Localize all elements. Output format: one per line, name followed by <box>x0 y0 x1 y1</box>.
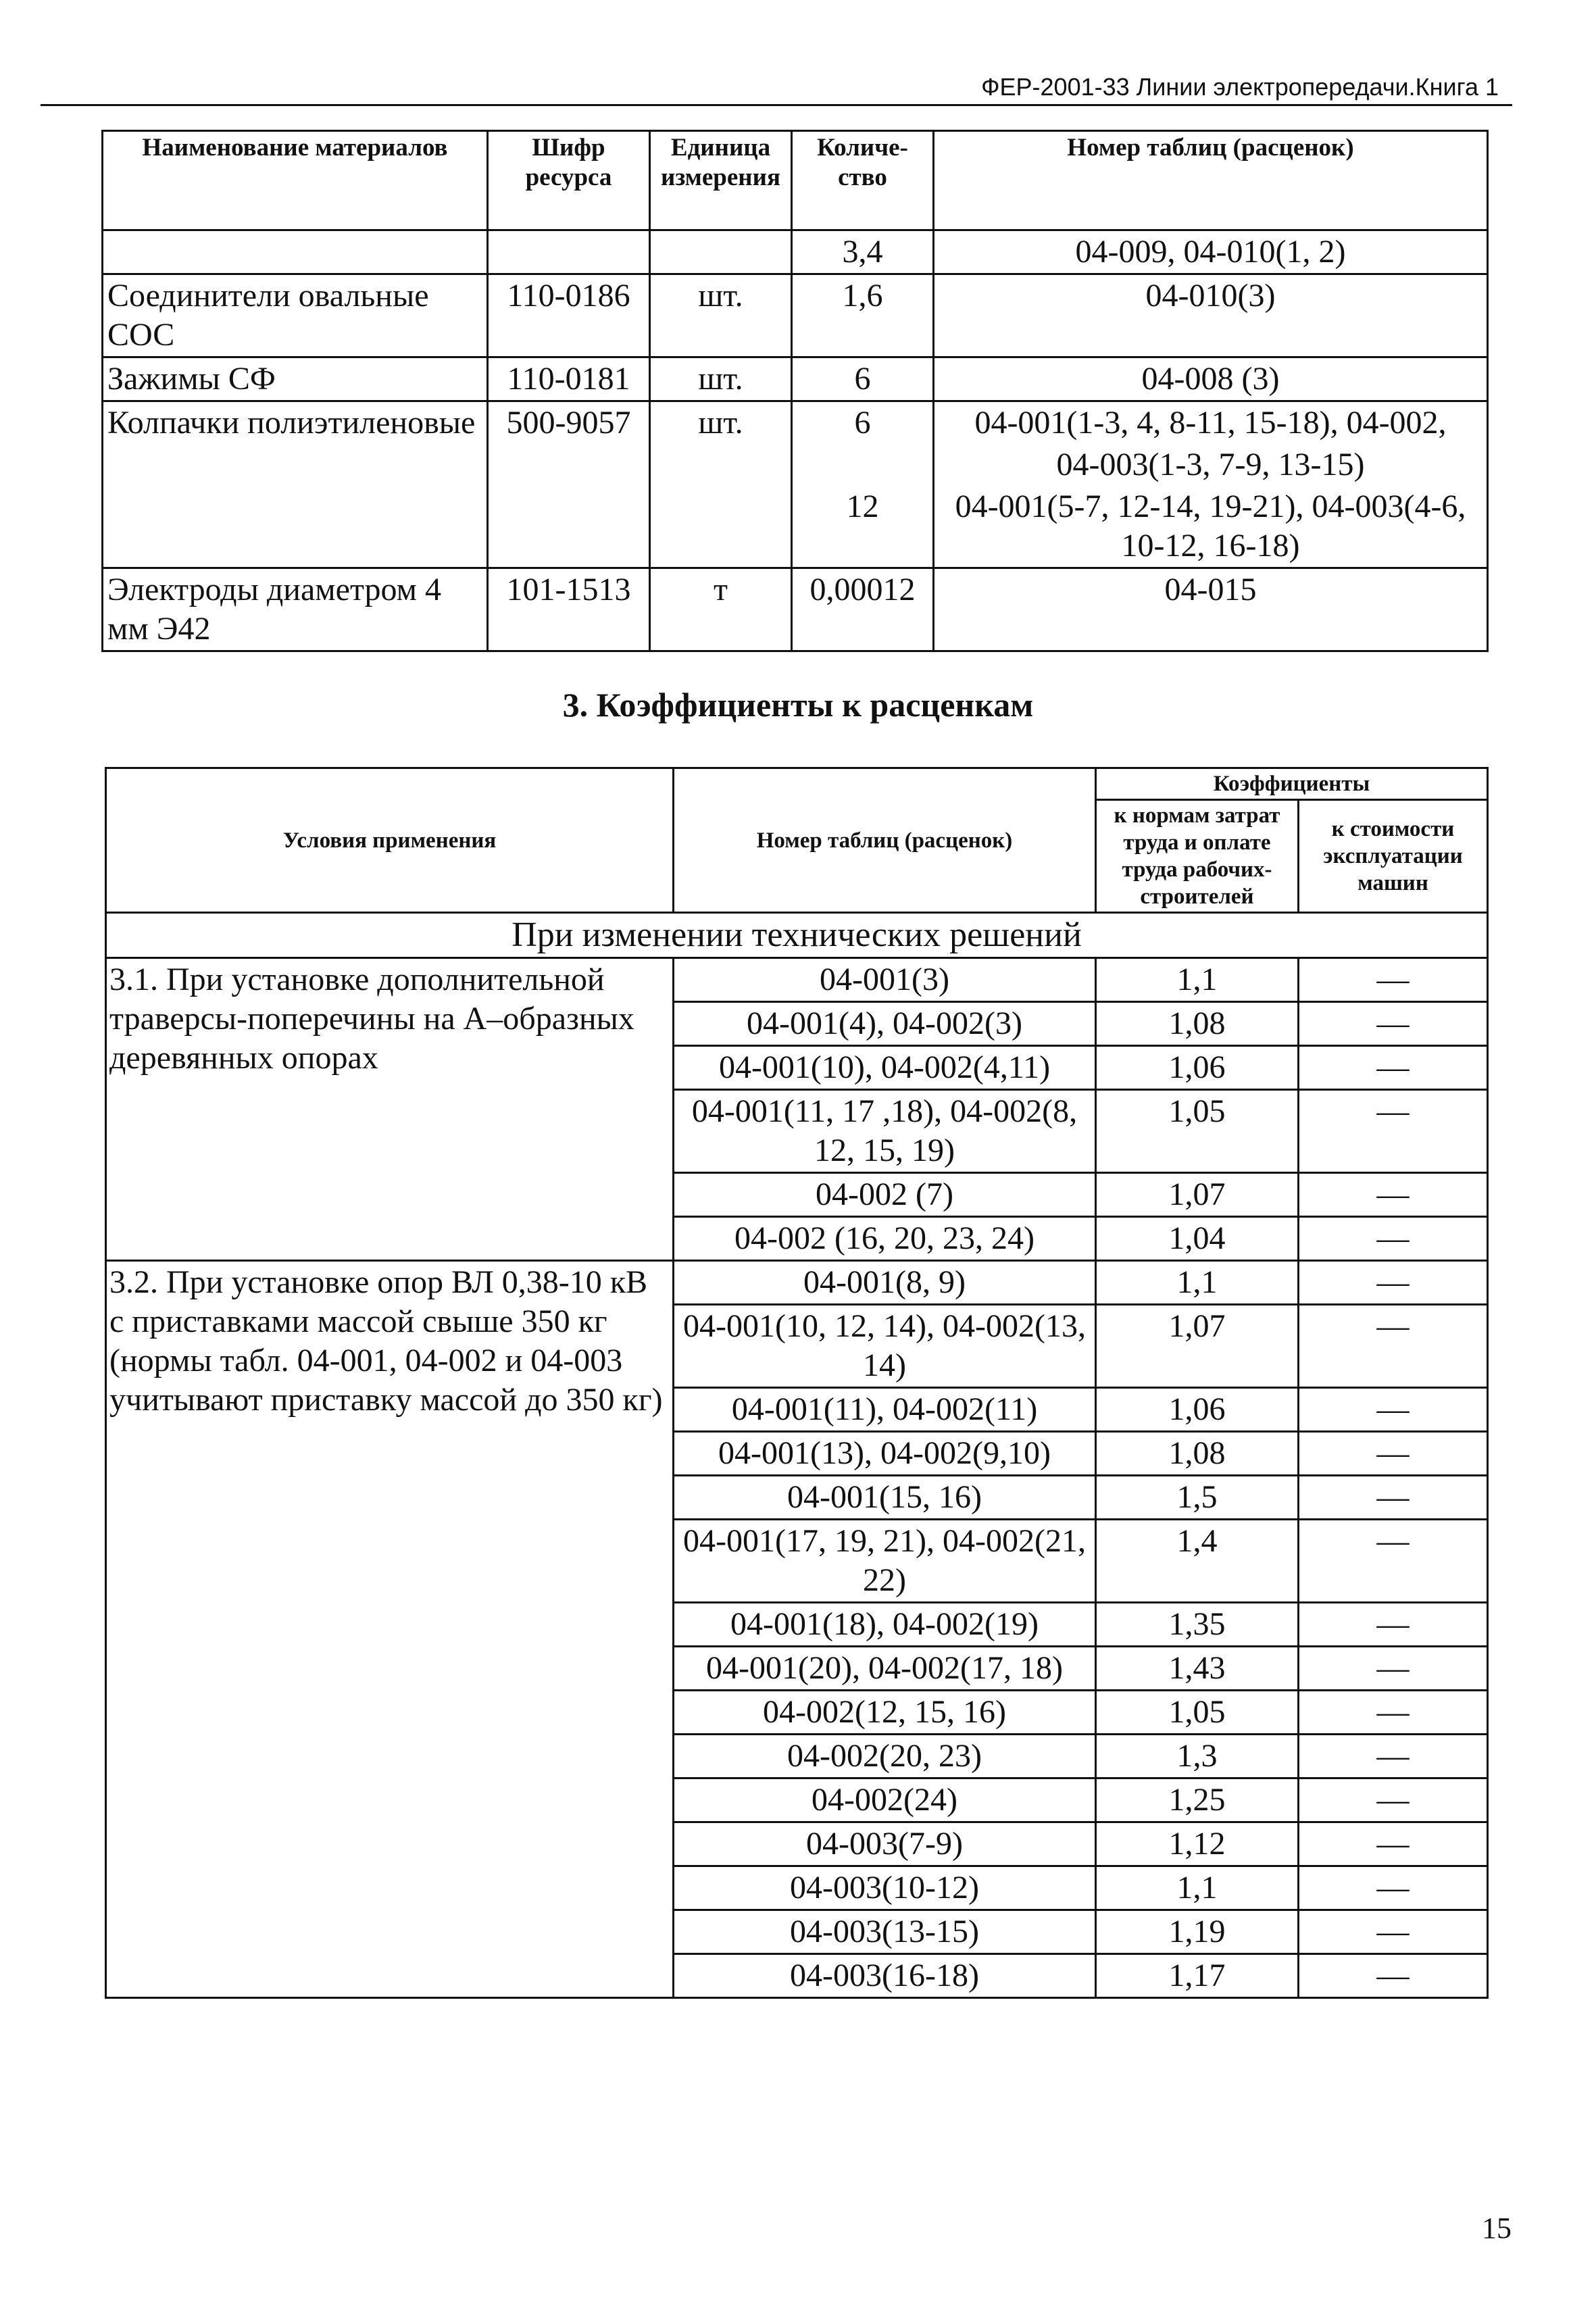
cell-code <box>488 230 650 274</box>
header-title: ФЕР-2001-33 Линии электропередачи.Книга 1 <box>981 73 1499 101</box>
page-header <box>41 70 1512 106</box>
cell-tables: 04-001(8, 9) <box>674 1261 1096 1305</box>
cell-labor: 1,1 <box>1096 958 1299 1002</box>
condition-cell: 3.2. При установке опор ВЛ 0,38-10 кВ с приставками массой свыше 350 кг (нормы табл. 04-001, 04-002 и 04-003 учитывают приставку массой до 350 кг) <box>106 1261 674 1998</box>
header-tables: Номер таблиц (расценок) <box>674 768 1096 913</box>
cell-labor: 1,17 <box>1096 1954 1299 1998</box>
cell-machines: — <box>1299 1691 1488 1735</box>
cell-labor: 1,08 <box>1096 1002 1299 1046</box>
cell-code: 500-9057 <box>488 401 650 568</box>
cell-tables: 04-001(3) <box>674 958 1096 1002</box>
cell-tables: 04-001(11), 04-002(11) <box>674 1388 1096 1432</box>
table-row <box>103 274 1488 357</box>
cell-machines: — <box>1299 1603 1488 1647</box>
cell-machines: — <box>1299 1822 1488 1866</box>
cell-qty: 12 <box>792 486 934 568</box>
cell-name: Электроды диаметром 4 мм Э42 <box>103 568 488 651</box>
cell-machines: — <box>1299 1778 1488 1822</box>
cell-tables: 04-009, 04-010(1, 2) <box>934 230 1488 274</box>
cell-code: 110-0181 <box>488 357 650 401</box>
cell-qty: 3,4 <box>792 230 934 274</box>
materials-header-row <box>103 131 1488 230</box>
cell-tables: 04-001(20), 04-002(17, 18) <box>674 1647 1096 1691</box>
cell-labor: 1,05 <box>1096 1090 1299 1173</box>
cell-name: Соединители овальные СОС <box>103 274 488 357</box>
cell-tables: 04-010(3) <box>934 274 1488 357</box>
cell-tables: 04-015 <box>934 568 1488 651</box>
cell-machines: — <box>1299 1910 1488 1954</box>
cell-machines: — <box>1299 1954 1488 1998</box>
cell-machines: — <box>1299 1002 1488 1046</box>
coefficients-table <box>105 767 1489 1999</box>
cell-tables: 04-001(10, 12, 14), 04-002(13, 14) <box>674 1305 1096 1388</box>
cell-machines: — <box>1299 1388 1488 1432</box>
group-title: При изменении технических решений <box>106 913 1488 958</box>
header-machines: к стоимости эксплуатации машин <box>1299 800 1488 913</box>
cell-machines: — <box>1299 1520 1488 1603</box>
table-row <box>106 1261 1488 1305</box>
cell-labor: 1,4 <box>1096 1520 1299 1603</box>
cell-labor: 1,07 <box>1096 1305 1299 1388</box>
cell-name: Зажимы СФ <box>103 357 488 401</box>
cell-name: Колпачки полиэтиленовые <box>103 401 488 568</box>
cell-tables: 04-002(20, 23) <box>674 1735 1096 1778</box>
cell-unit: шт. <box>650 357 792 401</box>
group-row <box>106 913 1488 958</box>
cell-qty: 1,6 <box>792 274 934 357</box>
cell-tables: 04-001(1-3, 4, 8-11, 15-18), 04-002, <box>934 401 1488 445</box>
cell-labor: 1,12 <box>1096 1822 1299 1866</box>
cell-qty <box>792 444 934 486</box>
cell-machines: — <box>1299 1217 1488 1261</box>
cell-tables: 04-001(10), 04-002(4,11) <box>674 1046 1096 1090</box>
cell-tables: 04-002(24) <box>674 1778 1096 1822</box>
page-number: 15 <box>1482 2212 1512 2245</box>
cell-tables: 04-001(11, 17 ,18), 04-002(8, 12, 15, 19) <box>674 1090 1096 1173</box>
cell-machines: — <box>1299 1261 1488 1305</box>
cell-labor: 1,08 <box>1096 1432 1299 1476</box>
cell-labor: 1,35 <box>1096 1603 1299 1647</box>
cell-tables: 04-003(7-9) <box>674 1822 1096 1866</box>
cell-machines: — <box>1299 1432 1488 1476</box>
cell-qty: 0,00012 <box>792 568 934 651</box>
cell-tables: 04-003(1-3, 7-9, 13-15) <box>934 444 1488 486</box>
table-row <box>103 230 1488 274</box>
cell-machines: — <box>1299 958 1488 1002</box>
cell-machines: — <box>1299 1305 1488 1388</box>
cell-unit <box>650 230 792 274</box>
cell-machines: — <box>1299 1173 1488 1217</box>
header-tables: Номер таблиц (расценок) <box>934 131 1488 230</box>
header-code: Шифр ресурса <box>488 131 650 230</box>
header-condition: Условия применения <box>106 768 674 913</box>
cell-qty: 6 <box>792 401 934 445</box>
cell-tables: 04-001(13), 04-002(9,10) <box>674 1432 1096 1476</box>
cell-labor: 1,19 <box>1096 1910 1299 1954</box>
cell-labor: 1,5 <box>1096 1476 1299 1520</box>
table-row <box>106 958 1488 1002</box>
cell-unit: шт. <box>650 274 792 357</box>
section-title: 3. Коэффициенты к расценкам <box>562 686 1034 724</box>
header-labor: к нормам затрат труда и оплате труда рабочих-строителей <box>1096 800 1299 913</box>
table-row <box>103 357 1488 401</box>
condition-cell: 3.1. При установке дополнительной траверсы-поперечины на А–образных деревянных опорах <box>106 958 674 1261</box>
cell-tables: 04-002(12, 15, 16) <box>674 1691 1096 1735</box>
cell-tables: 04-002 (16, 20, 23, 24) <box>674 1217 1096 1261</box>
cell-labor: 1,06 <box>1096 1388 1299 1432</box>
table-row <box>103 568 1488 651</box>
header-unit: Единица измерения <box>650 131 792 230</box>
cell-labor: 1,3 <box>1096 1735 1299 1778</box>
cell-tables: 04-008 (3) <box>934 357 1488 401</box>
table-row <box>103 401 1488 445</box>
cell-labor: 1,1 <box>1096 1261 1299 1305</box>
cell-tables: 04-001(15, 16) <box>674 1476 1096 1520</box>
cell-machines: — <box>1299 1866 1488 1910</box>
cell-tables: 04-001(18), 04-002(19) <box>674 1603 1096 1647</box>
cell-machines: — <box>1299 1090 1488 1173</box>
cell-tables: 04-003(10-12) <box>674 1866 1096 1910</box>
cell-labor: 1,05 <box>1096 1691 1299 1735</box>
materials-table <box>101 130 1489 652</box>
cell-tables: 04-001(4), 04-002(3) <box>674 1002 1096 1046</box>
cell-machines: — <box>1299 1046 1488 1090</box>
cell-machines: — <box>1299 1647 1488 1691</box>
cell-qty: 6 <box>792 357 934 401</box>
cell-labor: 1,25 <box>1096 1778 1299 1822</box>
cell-labor: 1,43 <box>1096 1647 1299 1691</box>
cell-name <box>103 230 488 274</box>
header-name: Наименование материалов <box>103 131 488 230</box>
header-coefficients: Коэффициенты <box>1096 768 1488 800</box>
cell-tables: 04-001(17, 19, 21), 04-002(21, 22) <box>674 1520 1096 1603</box>
cell-tables: 04-003(13-15) <box>674 1910 1096 1954</box>
cell-labor: 1,06 <box>1096 1046 1299 1090</box>
cell-unit: шт. <box>650 401 792 568</box>
cell-unit: т <box>650 568 792 651</box>
header-qty: Количество <box>792 131 934 230</box>
cell-labor: 1,04 <box>1096 1217 1299 1261</box>
coef-header-row-1 <box>106 768 1488 800</box>
cell-labor: 1,07 <box>1096 1173 1299 1217</box>
cell-machines: — <box>1299 1735 1488 1778</box>
cell-code: 110-0186 <box>488 274 650 357</box>
cell-machines: — <box>1299 1476 1488 1520</box>
cell-tables: 04-001(5-7, 12-14, 19-21), 04-003(4-6, 10-12, 16-18) <box>934 486 1488 568</box>
cell-tables: 04-003(16-18) <box>674 1954 1096 1998</box>
cell-tables: 04-002 (7) <box>674 1173 1096 1217</box>
cell-labor: 1,1 <box>1096 1866 1299 1910</box>
cell-code: 101-1513 <box>488 568 650 651</box>
